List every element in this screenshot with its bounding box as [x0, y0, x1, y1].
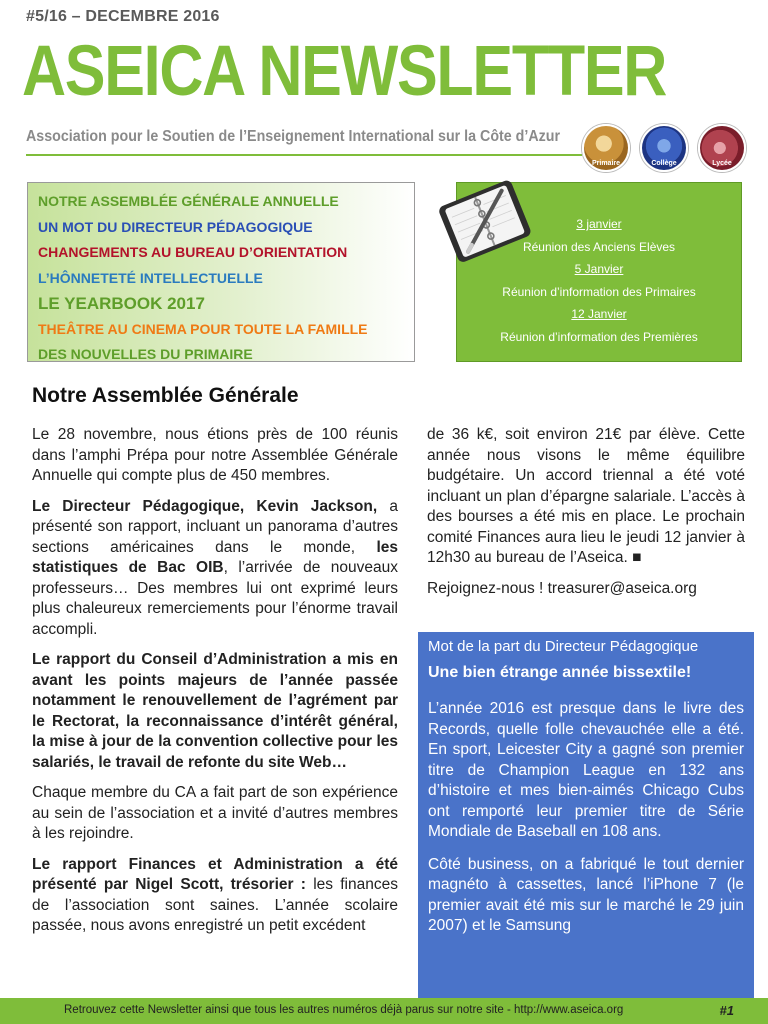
- header-rule: [26, 154, 582, 156]
- director-box-header: Mot de la part du Directeur Pédagogique: [428, 638, 699, 655]
- toc-item-theatre[interactable]: THEÂTRE AU CINEMA POUR TOUTE LA FAMILLE: [38, 320, 368, 337]
- assembly-text: , l’arrivée de nouveaux professeurs… Des membres lui ont exprimé leurs plus chaleureux remerciements pour l’énorme travail accompli.: [32, 559, 398, 638]
- toc-item-orientation[interactable]: CHANGEMENTS AU BUREAU D’ORIENTATION: [38, 244, 348, 260]
- director-message-box: [418, 632, 754, 1002]
- event-date: 5 Janvier: [574, 262, 624, 276]
- article-column-1: [32, 425, 398, 947]
- assembly-heading: Notre Assemblée Générale: [32, 384, 299, 407]
- page-number: #1: [719, 1003, 734, 1018]
- director-paragraph-1: L’année 2016 est presque dans le livre des Records, quelle folle chevauchée elle a été. En sport, Leicester City a gagné son premier titre de Champion League en 132 ans d’histoire et mes bien-aimés Chicago Cubs ont remporté leur premier titre de Série Mondiale de Baseball en 108 ans.: [428, 700, 744, 840]
- assembly-text: les finances de l’association sont saines. L’année scolaire passée, nous avons enregistré un petit excédent: [32, 876, 398, 934]
- director-box-title: Une bien étrange année bissextile!: [428, 664, 692, 681]
- event-title: Réunion d’information des Premières: [500, 329, 698, 344]
- assembly-paragraph-6: [427, 425, 745, 569]
- assembly-text: a présenté son rapport, incluant un panorama d’autres sections américaines dans le monde,: [32, 497, 398, 556]
- article-column-2: [427, 425, 745, 609]
- badge-label: Primaire: [591, 160, 621, 167]
- badge-college: [640, 124, 688, 172]
- event-title: Réunion des Anciens Elèves: [522, 239, 676, 254]
- assembly-paragraph-2: [32, 497, 398, 641]
- newsletter-title: ASEICA NEWSLETTER: [22, 32, 667, 111]
- association-subtitle: Association pour le Soutien de l’Enseignement International sur la Côte d’Azur: [26, 128, 561, 145]
- assembly-paragraph-5: [32, 855, 398, 937]
- assembly-paragraph-4: Chaque membre du CA a fait part de son expérience au sein de l’association et a invité d’autres membres à les rejoindre.: [32, 784, 398, 842]
- badge-label: Lycée: [712, 160, 732, 167]
- director-paragraph-2: Côté business, on a fabriqué le tout dernier magnéto à cassettes, lancé l’iPhone 7 (le premier avait été mis sur le marché le 29 juin 2007) et le Samsung: [428, 855, 744, 934]
- assembly-paragraph-3: Le rapport du Conseil d’Administration a mis en avant les points majeurs de l’année passée notamment le renouvellement de l’agrément par le Rectorat, la reconnaissance d’intérêt général, la mise à jour de la convention collective pour les salariés, le travail de refonte du site Web…: [32, 651, 398, 771]
- event-title: Réunion d’information des Primaires: [502, 284, 696, 299]
- toc-item-directeur[interactable]: UN MOT DU DIRECTEUR PÉDAGOGIQUE: [38, 218, 313, 235]
- issue-label: #5/16 – DECEMBRE 2016: [26, 8, 220, 25]
- assembly-paragraph-1: Le 28 novembre, nous étions près de 100 réunis dans l’amphi Prépa pour notre Assemblée Générale Annuelle qui compte plus de 450 membres.: [32, 426, 398, 484]
- badge-lycee: [698, 124, 746, 172]
- end-mark-icon: ■: [632, 549, 642, 566]
- toc-item-assemblee[interactable]: NOTRE ASSEMBLÉE GÉNÉRALE ANNUELLE: [38, 193, 339, 209]
- school-level-badges: [582, 124, 754, 176]
- event-date: 12 Janvier: [571, 307, 627, 321]
- footer-text: Retrouvez cette Newsletter ainsi que tous les autres numéros déjà parus sur notre site - http://www.aseica.org: [64, 1004, 624, 1016]
- finance-report-mention: Le rapport Finances et Administration a été présenté par Nigel Scott, trésorier :: [32, 855, 398, 893]
- event-date: 3 janvier: [576, 217, 622, 231]
- director-mention: Le Directeur Pédagogique, Kevin Jackson,: [32, 497, 378, 515]
- planner-pen-icon: [428, 170, 538, 274]
- bac-stats-mention: les statistiques de Bac OIB: [32, 538, 398, 576]
- treasurer-contact: Rejoignez-nous ! treasurer@aseica.org: [427, 579, 697, 597]
- toc-item-honnetete[interactable]: L’HÔNNETETÉ INTELLECTUELLE: [38, 269, 263, 286]
- toc-item-yearbook[interactable]: LE YEARBOOK 2017: [38, 294, 205, 313]
- badge-primaire: [582, 124, 630, 172]
- badge-label: Collège: [651, 160, 677, 167]
- page-footer: [0, 998, 768, 1024]
- table-of-contents: [27, 182, 415, 362]
- assembly-text: de 36 k€, soit environ 21€ par élève. Cette année nous visons le même équilibre budgétaire. Un accord triennal a été voté incluant un plan d’épargne salariale. L’accès à des bourses a été mis en place. Le prochain comité Finances aura lieu le jeudi 12 janvier à 12h30 au bureau de l’Aseica.: [427, 426, 745, 566]
- toc-item-primaire[interactable]: DES NOUVELLES DU PRIMAIRE: [38, 346, 253, 362]
